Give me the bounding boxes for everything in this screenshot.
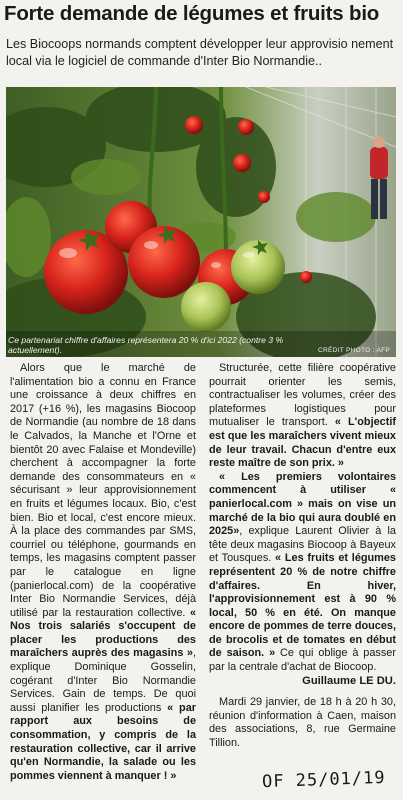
tomato-greenhouse-photo (6, 87, 396, 357)
author-signature: Guillaume LE DU. (302, 674, 396, 687)
quote-text: « Les fruits et légumes représentent 20 % de notre chiffre d'affaires. En hiver, l'approvisionnement est à 90 % local, 50 % en été. On manque encore de pommes de terre douces, de brocolis et de tomates en début de saison. » (209, 552, 396, 660)
article-column-left (10, 362, 196, 783)
article-headline: Forte demande de légumes et fruits bio (4, 2, 380, 25)
article-lede: Les Biocoops normands comptent développer leur approvisio nement local via le logiciel de commande d'Inter Bio Normandie.. (6, 37, 394, 68)
quote-text: « Les premiers volontaires commencent à utiliser « panierlocal.com » mais on vise un marché de la bio qui aura doublé en 2025» (209, 470, 396, 538)
meeting-info: Mardi 29 janvier, de 18 h à 20 h 30, réunion d'information à Caen, maison des associations, 8, rue Germaine Tillion. (209, 696, 396, 750)
article-paragraph (209, 471, 396, 675)
quote-text: « L'objectif est que les maraîchers vivent mieux de leur travail. Chacun d'entre eux reste maître de son prix. » (209, 416, 396, 470)
article-paragraph (10, 362, 196, 783)
photo-illustration (6, 87, 396, 357)
body-text: Alors que le marché de l'alimentation bio a connu en France une croissance à deux chiffres en 2017 (+16 %), les magasins Biocoop de Normandie (au nombre de 18 dans le Calvados, la Manche et l'Orne et bientôt 20 avec Falaise et Mondeville) cherchent à accompagner la forte demande des consommateurs en « sécurisant » leur approvisionnement en fruits et légumes locaux. Bio, c'est bien. Bio et local, c'est encore mieux. À la place des commandes par SMS, courriel ou téléphone, gourmands en temps, les magasins comptent passer par le catalogue en ligne (panierlocal.com) de la coopérative Inter Bio Normandie Services, déjà utilisé par la restauration collective. (10, 362, 196, 619)
quote-text: « par rapport aux besoins de consommation, y compris de la restauration collective, car il arrive qu'en Normandie, la salade ou les pommes viennent à manquer ! » (10, 701, 196, 782)
photo-caption: Ce partenariat chiffre d'affaires représentera 20 % d'ici 2022 (contre 3 % actuellement). (8, 335, 284, 355)
body-text: Structurée, cette filière coopérative pourrait orienter les semis, contractualiser les volumes, créer des plateformes logistiques pour mutualiser le transport. (209, 362, 396, 429)
quote-text: « Nos trois salariés s'occupent de placer les productions des maraîchers auprès des magasins » (10, 606, 196, 660)
body-text: , explique Dominique Gosselin, cogérant d'Inter Bio Normandie Services. Gain de temps. De quoi aussi planifier les productions (10, 647, 196, 714)
body-text: , explique Laurent Olivier à la tête deux magasins Biocoop à Bayeux et Tousques. (209, 525, 396, 565)
photo-credit: CRÉDIT PHOTO : AFP (318, 347, 390, 354)
body-text: Ce qui oblige à passer par la centrale d'achat de Biocoop. (209, 647, 396, 674)
article-paragraph (209, 362, 396, 471)
article-column-right (209, 362, 396, 751)
handwritten-date-note: OF 25/01/19 (261, 767, 386, 793)
